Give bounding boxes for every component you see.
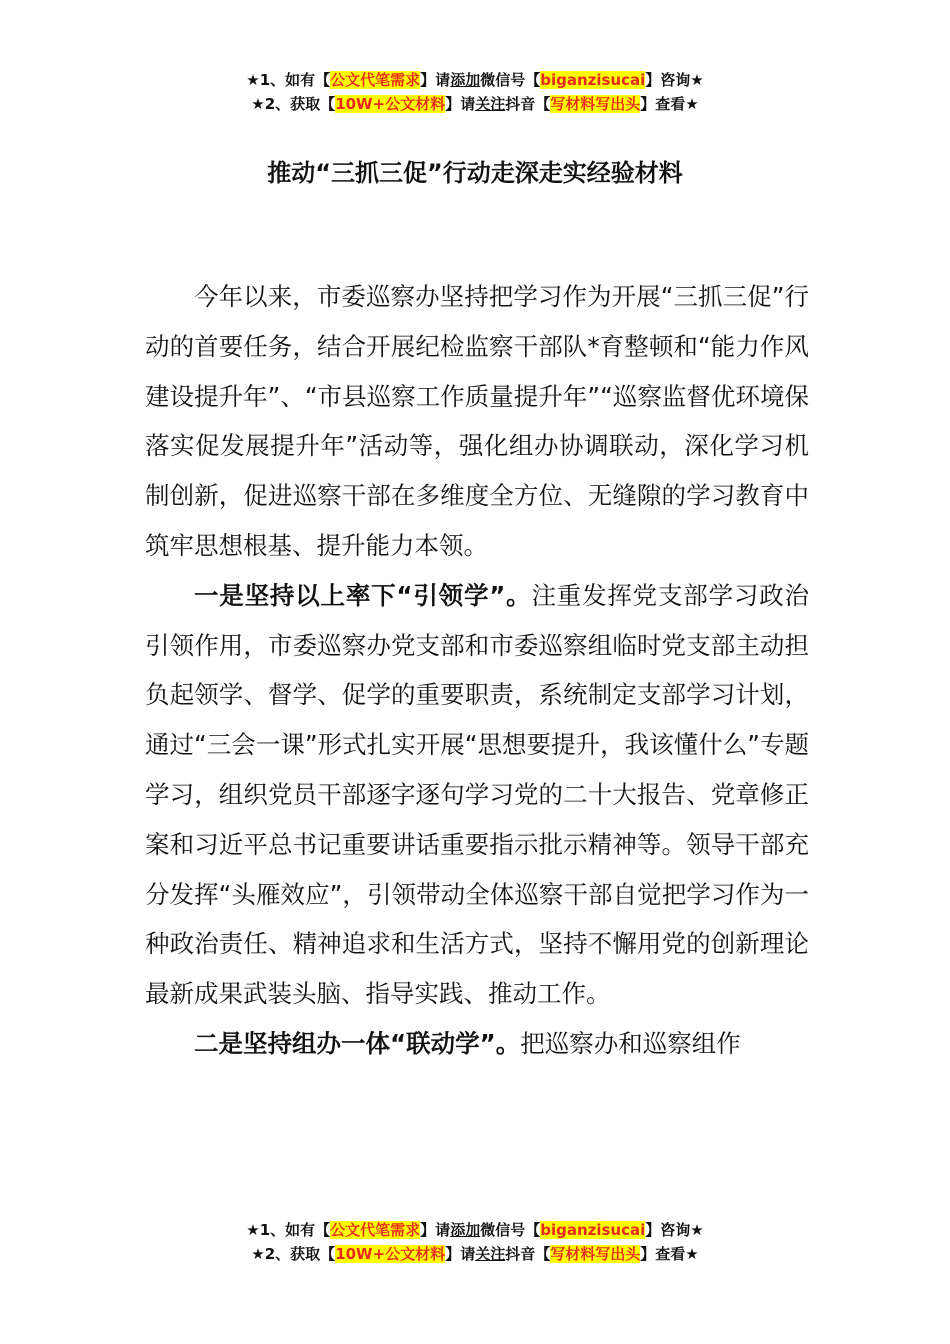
promo-text: 】查看★ [640, 1245, 699, 1263]
paragraph-lead: 二是坚持组办一体“联动学”。 [194, 1028, 521, 1058]
promo-text: 抖音【 [505, 1245, 551, 1263]
promo-text: 】咨询★ [645, 1221, 704, 1239]
promo-highlight: 公文代笔需求 [330, 1221, 421, 1239]
document-body [145, 272, 809, 1069]
promo-underlined: 添加 [450, 1221, 481, 1239]
promo-line-1 [0, 1218, 950, 1242]
paragraph-text: 把巡察办和巡察组作 [520, 1028, 741, 1058]
promo-highlight-douyin-id: 写材料写出头 [550, 95, 641, 113]
promo-text: ★1、如有【 [246, 71, 331, 89]
promo-line-2 [0, 1242, 950, 1266]
promo-highlight-wechat-id: biganzisucai [540, 1221, 646, 1239]
promo-highlight: 10W+公文材料 [335, 1245, 446, 1263]
document-title: 推动“三抓三促”行动走深走实经验材料 [267, 159, 683, 187]
paragraph-intro [145, 272, 809, 571]
paragraph-text: 注重发挥党支部学习政治引领作用，市委巡察办党支部和市委巡察组临时党支部主动担负起领学、督学、促学的重要职责，系统制定支部学习计划，通过“三会一课”形式扎实开展“思想要提升，我该懂什么”专题学习，组织党员干部逐字逐句学习党的二十大报告、党章修正案和习近平总书记重要讲话重要指示批示精神等。领导干部充分发挥“头雁效应”，引领带动全体巡察干部自觉把学习作为一种政治责任、精神追求和生活方式，坚持不懈用党的创新理论最新成果武装头脑、指导实践、推动工作。 [145, 580, 810, 1009]
promo-text: 】请 [445, 95, 476, 113]
promo-text: 】查看★ [640, 95, 699, 113]
promo-line-2 [0, 92, 950, 116]
promo-banner-top [0, 68, 950, 116]
promo-text: 抖音【 [505, 95, 551, 113]
promo-text: 】咨询★ [645, 71, 704, 89]
paragraph-text: 今年以来，市委巡察办坚持把学习作为开展“三抓三促”行动的首要任务，结合开展纪检监察干部队*育整顿和“能力作风建设提升年”、“市县巡察工作质量提升年”“巡察监督优环境保落实促发展提升年”活动等，强化组办协调联动，深化学习机制创新，促进巡察干部在多维度全方位、无缝隙的学习教育中筑牢思想根基、提升能力本领。 [145, 282, 809, 560]
promo-highlight: 公文代笔需求 [330, 71, 421, 89]
promo-text: ★2、获取【 [251, 1245, 336, 1263]
promo-text: 微信号【 [480, 71, 541, 89]
promo-highlight: 10W+公文材料 [335, 95, 446, 113]
promo-line-1 [0, 68, 950, 92]
paragraph-lead: 一是坚持以上率下“引领学”。 [194, 580, 532, 610]
promo-text: 微信号【 [480, 1221, 541, 1239]
promo-highlight-wechat-id: biganzisucai [540, 71, 646, 89]
promo-banner-bottom [0, 1218, 950, 1266]
promo-text: 】请 [445, 1245, 476, 1263]
promo-text: ★1、如有【 [246, 1221, 331, 1239]
promo-underlined: 关注 [475, 95, 506, 113]
promo-text: ★2、获取【 [251, 95, 336, 113]
promo-underlined: 添加 [450, 71, 481, 89]
paragraph-point-1 [145, 571, 809, 1019]
promo-text: 】请 [420, 1221, 451, 1239]
promo-highlight-douyin-id: 写材料写出头 [550, 1245, 641, 1263]
promo-underlined: 关注 [475, 1245, 506, 1263]
paragraph-point-2 [145, 1019, 809, 1069]
promo-text: 】请 [420, 71, 451, 89]
